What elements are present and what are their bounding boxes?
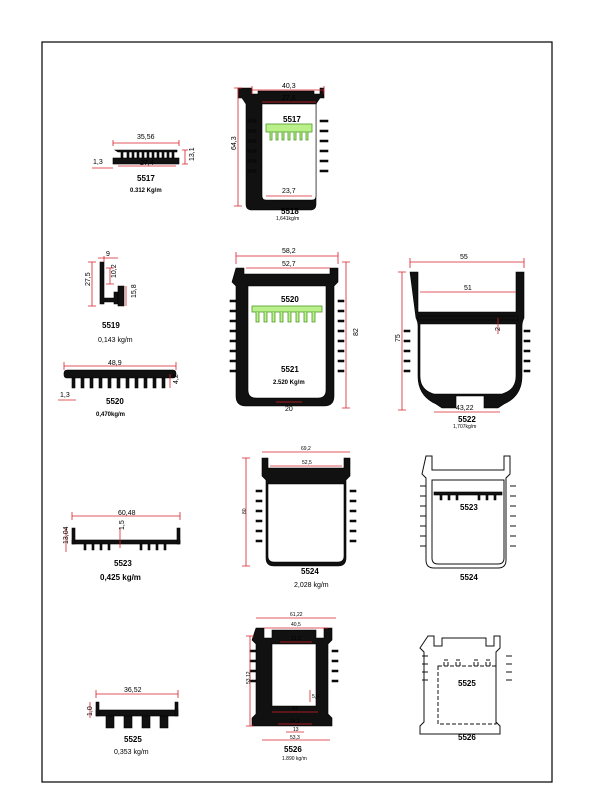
profile-5520 xyxy=(58,360,180,418)
dim-label: 52,7 xyxy=(282,261,296,268)
dim-label: 1,3 xyxy=(93,159,103,166)
profile-5523 xyxy=(63,510,180,582)
profile-code: 5517 xyxy=(137,174,155,183)
dim-label: 24,2 xyxy=(290,719,300,725)
lid-5517 xyxy=(266,124,312,132)
dim-label: 9 xyxy=(106,251,110,258)
profile-5526-outline xyxy=(420,636,512,742)
profile-weight: 2.520 Kg/m xyxy=(273,380,305,386)
dim-label: 82 xyxy=(353,328,360,336)
dim-label: 36,52 xyxy=(124,687,142,694)
profile-5525 xyxy=(87,687,178,756)
inner-code: 5525 xyxy=(458,679,476,688)
profile-code: 5519 xyxy=(102,321,120,330)
dim-label: 31,3 xyxy=(291,636,301,642)
profile-code: 5525 xyxy=(124,735,142,744)
dim-label: 15,8 xyxy=(131,284,138,298)
profile-weight: 0,143 kg/m xyxy=(98,337,133,344)
dim-label: 48,9 xyxy=(108,360,122,367)
dim-label: 43,22 xyxy=(456,405,474,412)
profile-5521 xyxy=(230,248,360,413)
dim-label: 13 xyxy=(293,727,299,733)
profile-weight: 1,641kg/m xyxy=(276,216,300,222)
profile-code: 5524 xyxy=(460,573,478,582)
profile-5519 xyxy=(85,251,138,344)
dim-label: 51 xyxy=(464,285,472,292)
dim-label: 64,3 xyxy=(231,136,238,150)
dim-label: 1,0 xyxy=(87,706,94,716)
dim-label: 75 xyxy=(395,334,402,342)
dim-label: 13,04 xyxy=(63,526,70,544)
dim-label: 61,22 xyxy=(290,612,303,618)
dim-label: 69,2 xyxy=(301,446,311,452)
profile-code: 5522 xyxy=(458,415,476,424)
profile-weight: 1.890 kg/m xyxy=(282,756,307,762)
dim-label: 60,48 xyxy=(118,510,136,517)
dim-label: 80 xyxy=(242,508,248,514)
inner-code: 5523 xyxy=(460,503,478,512)
profile-5524-outline xyxy=(420,456,516,582)
profile-code: 5524 xyxy=(301,567,319,576)
dim-label: 55 xyxy=(460,254,468,261)
dim-label: 40,5 xyxy=(291,622,301,628)
dim-label: 43 xyxy=(292,706,298,712)
profile-code: 5526 xyxy=(458,733,476,742)
profile-code: 5518 xyxy=(281,207,299,216)
profile-5522 xyxy=(395,254,530,430)
dim-label: 2 xyxy=(495,327,502,331)
dim-label: 52,5 xyxy=(302,460,312,466)
dim-label: 4,2 xyxy=(173,374,180,384)
dim-label: 27,5 xyxy=(85,272,92,286)
profile-weight: 2,028 kg/m xyxy=(294,582,329,589)
dim-label: 35,56 xyxy=(137,134,155,141)
profile-5526 xyxy=(246,612,338,762)
dim-label: 1,5 xyxy=(119,520,126,530)
profile-code: 5520 xyxy=(106,397,124,406)
profile-5524 xyxy=(242,446,356,589)
profile-weight: 0,425 kg/m xyxy=(100,573,141,582)
profile-5517 xyxy=(92,134,196,194)
dim-label: 23,7 xyxy=(282,188,296,195)
profile-weight: 0,470kg/m xyxy=(96,412,126,418)
lid-code: 5520 xyxy=(281,295,299,304)
profile-weight: 1,707kg/m xyxy=(453,424,477,430)
dim-label: 27,4 xyxy=(140,160,154,167)
profile-weight: 0,353 kg/m xyxy=(114,749,149,756)
dim-label: 53,12 xyxy=(246,671,252,684)
lid-5520 xyxy=(252,306,322,312)
dim-label: 10,2 xyxy=(111,264,118,278)
dim-label: 40,3 xyxy=(282,83,296,90)
dim-label: 27,6 xyxy=(282,95,296,102)
dim-label: 5,9 xyxy=(312,694,319,700)
lid-code: 5517 xyxy=(283,115,301,124)
profile-code: 5526 xyxy=(284,745,302,754)
profile-weight: 0.312 Kg/m xyxy=(130,188,162,194)
dim-label: 58,2 xyxy=(282,248,296,255)
profile-5518 xyxy=(231,83,328,222)
profile-code: 5523 xyxy=(114,559,132,568)
dim-label: 20 xyxy=(285,406,293,413)
dim-label: 53,3 xyxy=(290,735,300,741)
profile-code: 5521 xyxy=(281,365,299,374)
dim-label: 1,3 xyxy=(60,392,70,399)
dim-label: 13,1 xyxy=(189,147,196,161)
